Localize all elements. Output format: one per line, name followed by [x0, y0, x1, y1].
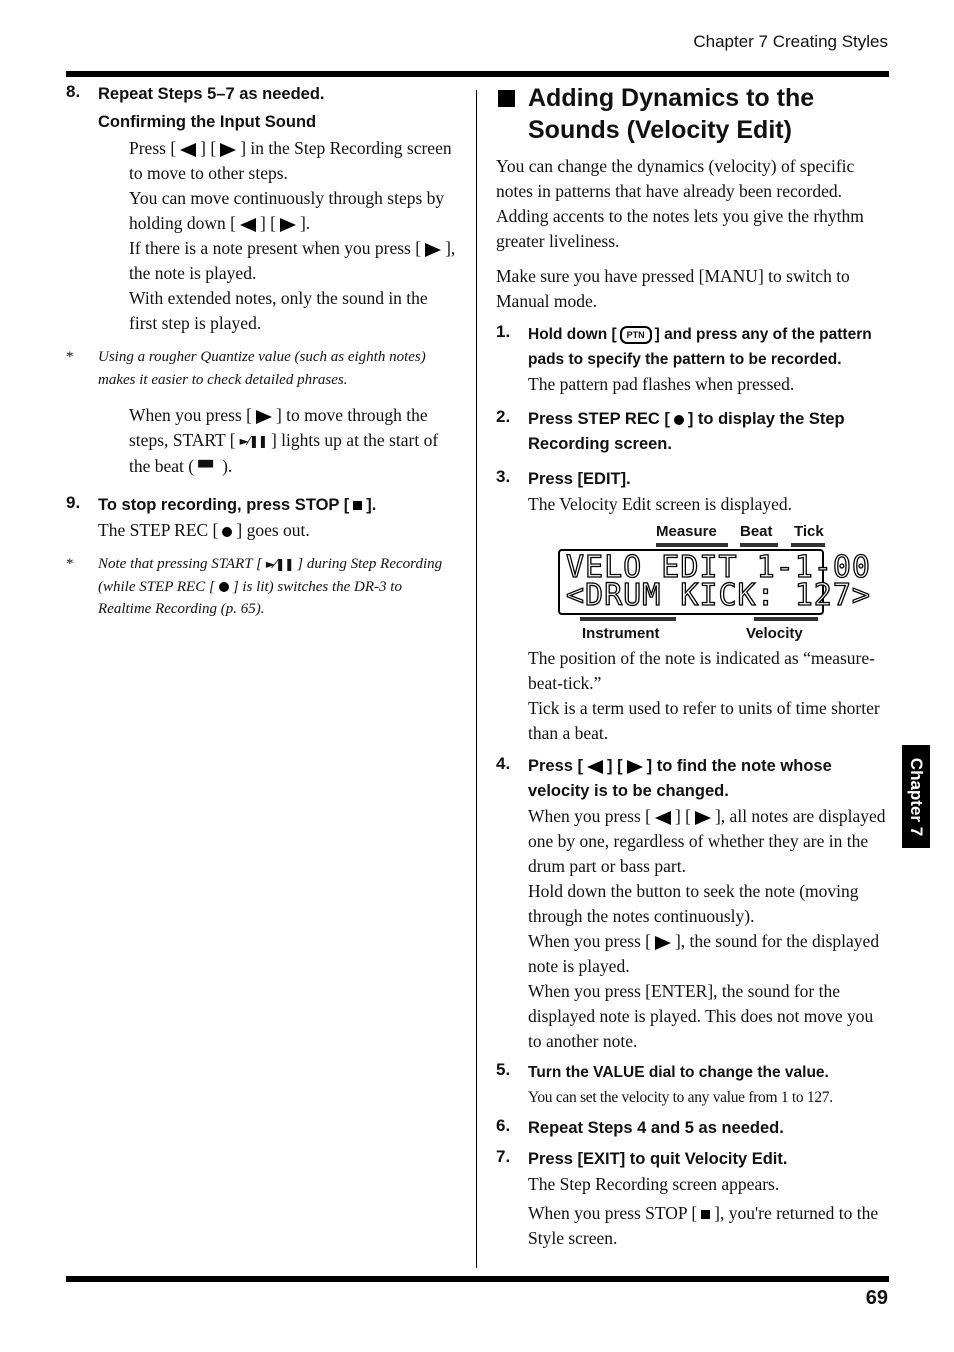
top-rule [66, 71, 889, 77]
confirm-body: Press [ ] [ ] in the Step Recording screen to move to other steps. You can move continuously through steps by holding down [ ] [ ]. If there is a note present when you press [ ], the note is played. With extended notes, only the sound in the first step is played. [129, 138, 456, 333]
next-icon [425, 243, 441, 257]
note-quantize: * Using a rougher Quantize value (such as eighth notes) makes it easier to check detailed phrases. [66, 349, 426, 388]
next-icon [655, 936, 671, 950]
square-bullet-icon [498, 90, 515, 107]
step-3: 3. Press [EDIT]. The Velocity Edit screen is displayed. [496, 467, 793, 514]
prev-icon [180, 143, 196, 157]
bottom-rule [66, 1276, 889, 1282]
running-header: Chapter 7 Creating Styles [693, 32, 888, 51]
column-divider [476, 90, 477, 1268]
beat-indicator-icon: ▀▘ [198, 460, 219, 476]
stop-icon [701, 1210, 710, 1219]
lcd-illustration: Measure Beat Tick VELO EDIT 1-1-00 <DRUM KICK: 127> Instrument Velocity [556, 521, 856, 646]
ptn-button-icon: PTN [620, 326, 652, 344]
page-number: 69 [865, 1287, 888, 1309]
left-column: 8. Repeat Steps 5–7 as needed. Confirming the Input Sound Press [ ] [ ] in the Step Recording screen to move to other steps. You can move continuously through steps by holding down [ ] [ ]. If there is a note present when you press [ ], the note is played. With extended notes, only the sound in the first step is played. * Using a rougher Quantize value (such as eighth notes) makes it easier to check detailed phrases. When you press [ ] to move through the steps, START [ ►⁄❚❚ ] lights up at the start of the beat ( ▀▘ ). 9. To stop recording, press STOP [ ]. The STEP REC [ ] goes out. * Note that pressing START [ ►⁄❚❚ ] during Step Recording (while STEP REC [ ] is lit) switches the DR-3 to Realtime Recording (p. 65). [66, 82, 458, 621]
step-5: 5. Turn the VALUE dial to change the value. You can set the velocity to any value from 1 to 127. [496, 1060, 833, 1106]
rec-dot-icon [219, 582, 229, 592]
lcd-line-2: <DRUM KICK: 127> [566, 578, 871, 613]
next-icon [695, 811, 711, 825]
step-7: 7. Press [EXIT] to quit Velocity Edit. The Step Recording screen appears. When you press STOP [ ], you're returned to the Style screen. [496, 1147, 879, 1248]
right-column: Adding Dynamics to the Sounds (Velocity Edit) You can change the dynamics (velocity) of specific notes in patterns that have already been recorded. Adding accents to the notes lets you give the rhythm greater liveliness. Make sure you have pressed [MANU] to switch to Manual mode. 1. Hold down [ PTN ] and press any of the pattern pads to specify the pattern to be recorded. The pattern pad flashes when pressed. 2. Press STEP REC [ ] to display the Step Recording screen. 3. Press [EDIT]. The Velocity Edit screen is displayed. Measure Beat Tick VELO EDIT 1-1-00 <DRUM KICK: 127> Instrument Velocity The position of the note is indicated as “measure-beat-tick.” Tick is a term used to refer to units of time shorter than a beat. 4. Press [ ] [ ] to find the note whose velocity is to be changed. When you press [ ] [ ], all notes are displayed one by one, regardless of whether they are in the drum part or bass part. Hold down the button to seek the note (moving through the notes continuously). When you press [ ], the sound for the displayed note is played. When you press [ENTER], the sound for the displayed note is played. This does not move you to another note. 5. Turn the VALUE dial to change the value. You can set the velocity to any value from 1 to 127. 6. Repeat Steps 4 and 5 as needed. 7. Press [EXIT] to quit Velocity Edit. The Step Recording screen appears. When you press STOP [ ], you're returned to the Style screen. [496, 82, 889, 1251]
chapter-tab: Chapter 7 [902, 745, 930, 848]
stop-icon [353, 501, 362, 510]
step-9: 9. To stop recording, press STOP [ ]. The STEP REC [ ] goes out. [66, 492, 377, 540]
step-4: 4. Press [ ] [ ] to find the note whose velocity is to be changed. When you press [ ] [ ], all notes are displayed one by one, regardless of whether they are in the drum part or bass part. Hold down the button to seek the note (moving through the notes continuously). When you press [ ], the sound for the displayed note is played. When you press [ENTER], the sound for the displayed note is played. This does not move you to another note. [496, 754, 886, 1051]
step-2: 2. Press STEP REC [ ] to display the Step Recording screen. [496, 407, 845, 453]
section-heading: Adding Dynamics to the Sounds (Velocity Edit) [496, 82, 889, 146]
prev-icon [655, 811, 671, 825]
confirming-heading: Confirming the Input Sound [98, 113, 317, 131]
next-icon [256, 410, 272, 424]
next-icon [280, 218, 296, 232]
lcd-line-1: VELO EDIT 1-1-00 [566, 550, 871, 585]
step-8: 8. Repeat Steps 5–7 as needed. Confirming the Input Sound [66, 82, 458, 132]
rec-dot-icon [674, 415, 684, 425]
rec-dot-icon [222, 527, 232, 537]
play-pause-icon: ►⁄❚❚ [239, 434, 267, 449]
note-realtime: * Note that pressing START [ ►⁄❚❚ ] during Step Recording (while STEP REC [ ] is lit) switches the DR-3 to Realtime Recording (p. 65). [66, 553, 458, 621]
play-pause-icon: ►⁄❚❚ [265, 557, 294, 572]
prev-icon [240, 218, 256, 232]
next-icon [627, 760, 643, 774]
prev-icon [587, 760, 603, 774]
step-6: 6. Repeat Steps 4 and 5 as needed. [496, 1116, 784, 1137]
next-icon [220, 143, 236, 157]
step-1: 1. Hold down [ PTN ] and press any of the pattern pads to specify the pattern to be recorded. The pattern pad flashes when pressed. [496, 322, 872, 394]
